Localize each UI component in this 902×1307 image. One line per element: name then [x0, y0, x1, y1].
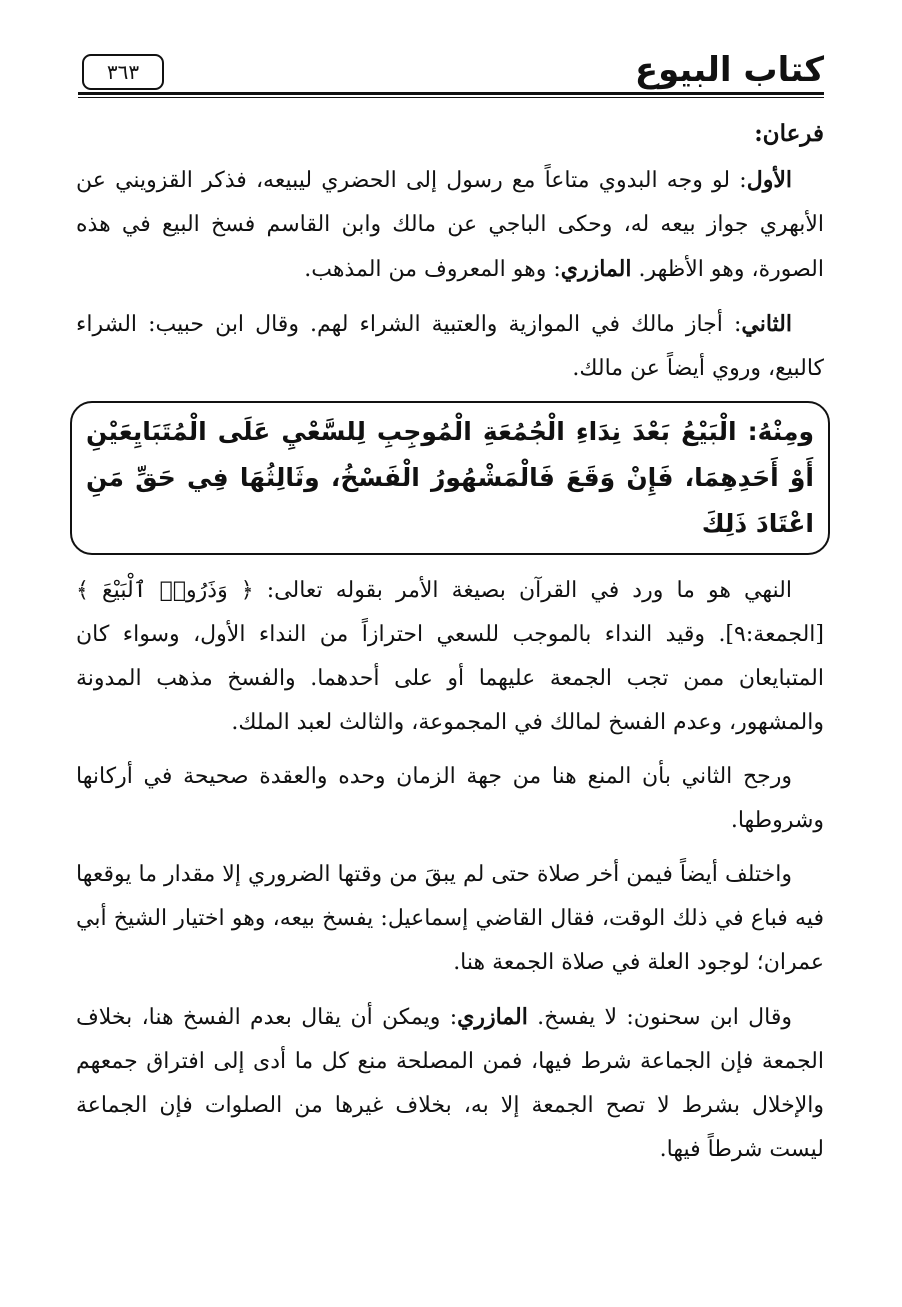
p4-start: وقال ابن سحنون: لا يفسخ.: [537, 1005, 792, 1030]
commentary-paragraph-1: النهي هو ما ورد في القرآن بصيغة الأمر بقوله تعالى: ﴿ وَذَرُوا۟ ٱلْبَيْعَ ﴾[الجمعة:٩]. وقيد النداء بالموجب للسعي احترازاً من النداء الأول، وسواء كان المتبايعان ممن تجب الجمعة عليهما أو على أحدهما. والفسخ مذهب المدونة والمشهور، وعدم الفسخ لمالك في المجموعة، والثالث لعبد الملك.: [76, 578, 824, 735]
matn-box: ومِنْهُ: الْبَيْعُ بَعْدَ نِدَاءِ الْجُمُعَةِ الْمُوجِبِ لِلسَّعْيِ عَلَى الْمُتَبَايِعَيْنِ أَوْ أَحَدِهِمَا، فَإِنْ وَقَعَ فَالْمَشْهُورُ الْفَسْخُ، وثَالِثُهَا فِي حَقِّ مَنِ اعْتَادَ ذَلِكَ: [70, 401, 830, 555]
paragraph-second-branch: [76, 302, 824, 391]
section-heading: فرعان:: [754, 120, 824, 147]
page-content: [76, 112, 824, 1182]
first-text: : لو وجه البدوي متاعاً مع رسول إلى الحضري ليبيعه، فذكر القزويني عن الأبهري جواز بيعه له، وحكى الباجي عن مالك وابن القاسم فسخ البيع في هذه الصورة، وهو الأظهر.: [76, 168, 824, 282]
first-label: الأول: [746, 167, 792, 193]
page-number-box: [82, 54, 164, 90]
second-label: الثاني: [741, 311, 792, 337]
header-rule-thick: [78, 92, 824, 95]
maziri-label: المازري: [560, 256, 632, 282]
p4-maziri-label: المازري: [457, 1004, 528, 1030]
header-rule-thin: [78, 97, 824, 98]
commentary-paragraph-3: واختلف أيضاً فيمن أخر صلاة حتى لم يبقَ من وقتها الضروري إلا مقدار ما يوقعها فيه فباع في ذلك الوقت، فقال القاضي إسماعيل: يفسخ بيعه، وهو اختيار الشيخ أبي عمران؛ لوجود العلة في صلاة الجمعة هنا.: [76, 862, 824, 975]
page-number: ٣٦٣: [106, 60, 140, 84]
paragraph-first-branch: [76, 158, 824, 292]
second-text: : أجاز مالك في الموازية والعتبية الشراء لهم. وقال ابن حبيب: الشراء كالبيع، وروي أيضاً عن مالك.: [76, 312, 824, 381]
p4-end: : ويمكن أن يقال بعدم الفسخ هنا، بخلاف الجمعة فإن الجماعة شرط فيها، فمن المصلحة منع كل ما أدى إلى افتراق جمعهم والإخلال بشرط لا تصح الجمعة إلا به، بخلاف غيرها من الصلوات فإن الجماعة ليست شرطاً فيها.: [76, 1005, 824, 1162]
first-text-end: : وهو المعروف من المذهب.: [304, 257, 561, 282]
commentary-paragraph-4: [76, 995, 824, 1172]
commentary-paragraph-2: ورجح الثاني بأن المنع هنا من جهة الزمان وحده والعقدة صحيحة في أركانها وشروطها.: [76, 764, 824, 833]
page-header: [78, 48, 824, 98]
book-title: كتاب البيوع: [634, 50, 824, 90]
